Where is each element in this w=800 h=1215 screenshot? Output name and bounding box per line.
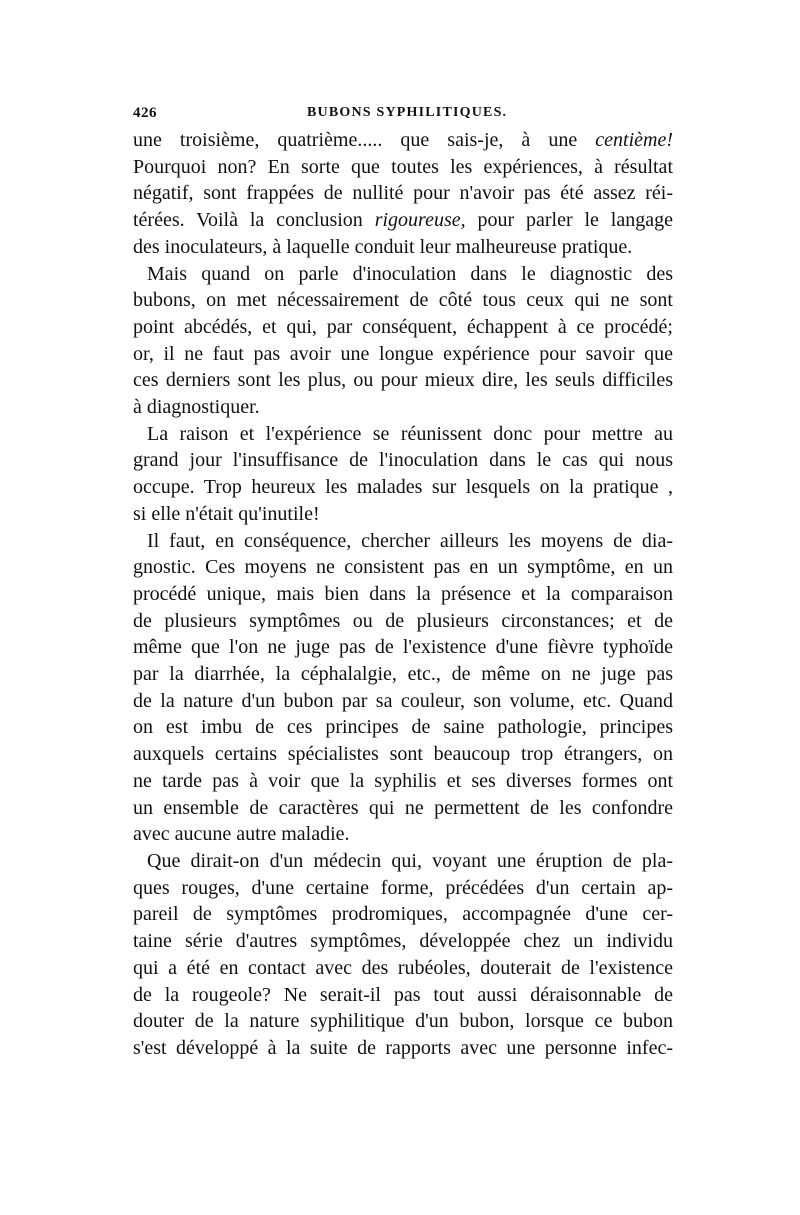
text-segment: par la diarrhée, la céphalalgie, etc., de même on ne juge pas [133,663,673,686]
text-line [133,207,673,234]
text-segment: gnostic. Ces moyens ne consistent pas en un symptôme, en un [133,556,673,579]
text-line [133,714,673,741]
text-line [133,180,673,207]
text-line [133,821,673,848]
text-line [133,688,673,715]
text-segment: avec aucune autre maladie. [133,823,350,846]
text-line [133,768,673,795]
body-text [133,127,673,1062]
text-line [133,554,673,581]
text-line [133,287,673,314]
text-line [133,982,673,1009]
text-segment: Que dirait-on d'un médecin qui, voyant une éruption de pla- [147,849,673,872]
text-segment: une troisième, quatrième..... que sais-je, à une [133,129,596,151]
italic-text: rigoureuse, [374,209,466,232]
text-segment: Mais quand on parle d'inoculation dans le diagnostic des [147,262,673,285]
text-segment: même que l'on ne juge pas de l'existence d'une fièvre typhoïde [133,636,673,659]
text-line [133,501,673,528]
text-segment: on est imbu de ces principes de saine pathologie, principes [133,716,673,739]
text-segment: de plusieurs symptômes ou de plusieurs circonstances; et de [133,609,673,632]
text-segment: or, il ne faut pas avoir une longue expérience pour savoir que [133,342,673,365]
text-line [133,1008,673,1035]
text-segment: ces derniers sont les plus, ou pour mieux dire, les seuls difficiles [133,369,673,392]
text-line [133,795,673,822]
text-segment: ques rouges, d'une certaine forme, précédées d'un certain ap- [133,876,673,899]
text-segment: Pourquoi non? En sorte que toutes les expériences, à résultat [133,155,673,178]
text-segment: qui a été en contact avec des rubéoles, douterait de l'existence [133,956,673,979]
page-number: 426 [133,105,157,121]
text-line [133,314,673,341]
text-segment: térées. Voilà la conclusion [133,209,375,232]
text-line [133,634,673,661]
text-segment: de la rougeole? Ne serait-il pas tout aussi déraisonnable de [133,983,673,1006]
italic-text: centième! [595,129,673,151]
text-segment: La raison et l'expérience se réunissent donc pour mettre au [147,422,673,445]
text-line [133,367,673,394]
text-line [133,901,673,928]
text-line [133,955,673,982]
text-line [133,875,673,902]
text-segment: pour parler le langage [465,209,673,232]
text-line [133,848,673,875]
text-segment: ne tarde pas à voir que la syphilis et ses diverses formes ont [133,769,673,792]
text-line [133,661,673,688]
running-title: BUBONS SYPHILITIQUES. [307,105,508,120]
text-segment: si elle n'était qu'inutile! [133,502,320,525]
text-segment: douter de la nature syphilitique d'un bubon, lorsque ce bubon [133,1010,673,1033]
text-segment: grand jour l'insuffisance de l'inoculation dans le cas qui nous [133,449,673,472]
text-line [133,528,673,555]
text-segment: des inoculateurs, à laquelle conduit leur malheureuse pratique. [133,235,633,258]
text-segment: un ensemble de caractères qui ne permettent de les confondre [133,796,673,819]
text-line [133,261,673,288]
text-line [133,154,673,181]
text-segment: s'est développé à la suite de rapports avec une personne infec- [133,1036,673,1059]
text-line [133,581,673,608]
text-segment: pareil de symptômes prodromiques, accompagnée d'une cer- [133,903,673,926]
text-line [133,474,673,501]
text-segment: bubons, on met nécessairement de côté tous ceux qui ne sont [133,289,673,312]
text-segment: auxquels certains spécialistes sont beaucoup trop étrangers, on [133,743,673,766]
text-line [133,394,673,421]
text-segment: Il faut, en conséquence, chercher ailleurs les moyens de dia- [147,529,673,552]
text-segment: à diagnostiquer. [133,396,260,419]
text-line [133,928,673,955]
text-segment: procédé unique, mais bien dans la présence et la comparaison [133,582,673,605]
page-header [133,101,673,125]
text-line [133,741,673,768]
text-segment: taine série d'autres symptômes, développée chez un individu [133,930,673,953]
text-segment: négatif, sont frappées de nullité pour n'avoir pas été assez réi- [133,182,673,205]
text-line [133,447,673,474]
text-line [133,341,673,368]
text-line [133,234,673,261]
text-line [133,608,673,635]
text-line [133,421,673,448]
text-segment: point abcédés, et qui, par conséquent, échappent à ce procédé; [133,315,673,338]
text-line [133,127,673,154]
text-segment: occupe. Trop heureux les malades sur lesquels on la pratique , [133,476,673,499]
text-segment: de la nature d'un bubon par sa couleur, son volume, etc. Quand [133,689,673,712]
text-line [133,1035,673,1062]
